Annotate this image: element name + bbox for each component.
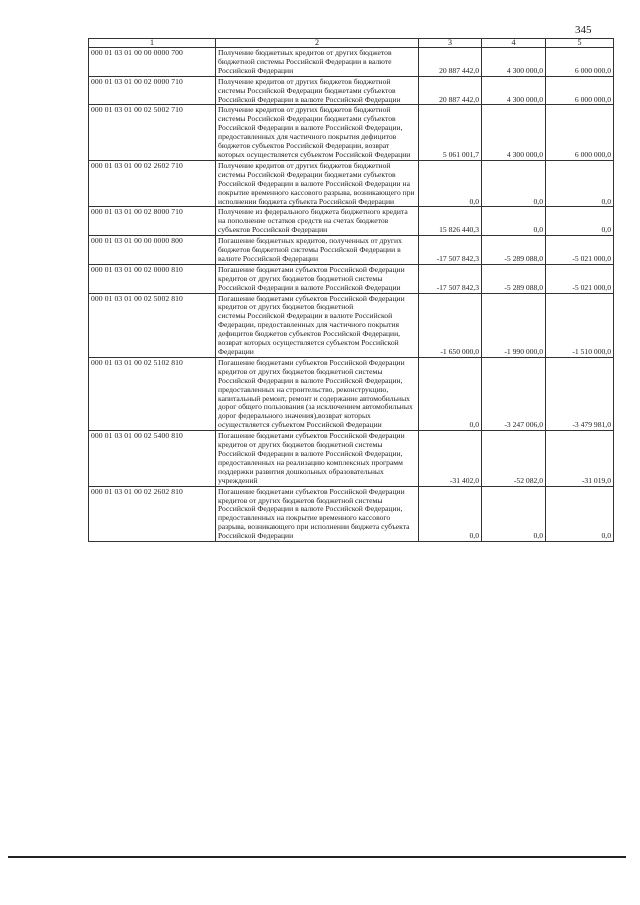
amount-year-1-cell: -17 507 842,3 [419, 264, 482, 293]
table-row [89, 105, 614, 160]
description-cell: Получение кредитов от других бюджетов бюджетной системы Российской Федерации бюджетами субъектов Российской Федерации в валюте Российской Федерации [216, 76, 419, 105]
description-cell: Погашение бюджетами субъектов Российской Федерации кредитов от других бюджетов бюджетной системы Российской Федерации в валюте Российской Федерации, предоставленных на строительство, реконструкцию, капитальный ремонт, ремонт и содержание автомобильных дорог общего пользования (за исключением автомобильных дорог федерального значения),возврат которых осуществляется субъектом Российской Федерации [216, 357, 419, 430]
description-cell: Погашение бюджетных кредитов, полученных от других бюджетов бюджетной системы Российской Федерации в валюте Российской Федерации [216, 236, 419, 265]
amount-year-2-cell: 0,0 [482, 207, 546, 236]
description-cell: Погашение бюджетами субъектов Российской Федерации кредитов от других бюджетов бюджетной системы Российской Федерации в валюте Российской Федерации, предоставленных на покрытие временного кассового разрыва, возникающего при исполнении бюджета субъекта Российской Федерации [216, 486, 419, 541]
amount-year-3-cell: -1 510 000,0 [546, 293, 614, 357]
table-row [89, 486, 614, 541]
amount-year-2-cell: 4 300 000,0 [482, 76, 546, 105]
amount-year-2-cell: 0,0 [482, 486, 546, 541]
amount-year-1-cell: 20 887 442,0 [419, 76, 482, 105]
table-row [89, 236, 614, 265]
code-cell: 000 01 03 01 00 02 5002 810 [89, 293, 216, 357]
description-cell: Погашение бюджетами субъектов Российской Федерации кредитов от других бюджетов бюджетной системы Российской Федерации в валюте Российской Федерации, предоставленных на реализацию комплексных программ поддержки развития дошкольных образовательных учреждений [216, 431, 419, 486]
code-cell: 000 01 03 01 00 02 8000 710 [89, 207, 216, 236]
table-row [89, 357, 614, 430]
amount-year-1-cell: 20 887 442,0 [419, 48, 482, 77]
amount-year-2-cell: 4 300 000,0 [482, 48, 546, 77]
amount-year-1-cell: -17 507 842,3 [419, 236, 482, 265]
description-cell: Получение кредитов от других бюджетов бюджетной системы Российской Федерации бюджетами субъектов Российской Федерации в валюте Российской Федерации на покрытие временного кассового разрыва, возникающего при исполнении бюджета субъекта Российской Федерации [216, 160, 419, 207]
description-cell: Получение из федерального бюджета бюджетного кредита на пополнение остатков средств на счетах бюджетов субъектов Российской Федерации [216, 207, 419, 236]
code-cell: 000 01 03 01 00 00 0000 700 [89, 48, 216, 77]
amount-year-1-cell: 0,0 [419, 357, 482, 430]
code-cell: 000 01 03 01 00 02 0000 810 [89, 264, 216, 293]
amount-year-2-cell: -5 289 088,0 [482, 264, 546, 293]
amount-year-2-cell: 4 300 000,0 [482, 105, 546, 160]
amount-year-3-cell: -3 479 981,0 [546, 357, 614, 430]
table-body [89, 48, 614, 542]
column-header-year-2: 4 [482, 39, 546, 48]
amount-year-1-cell: 0,0 [419, 486, 482, 541]
table-row [89, 160, 614, 207]
amount-year-1-cell: 5 061 001,7 [419, 105, 482, 160]
amount-year-2-cell: -3 247 006,0 [482, 357, 546, 430]
column-header-year-3: 5 [546, 39, 614, 48]
table-row [89, 207, 614, 236]
table-row [89, 431, 614, 486]
table-row [89, 76, 614, 105]
description-cell: Погашение бюджетами субъектов Российской Федерации кредитов от других бюджетов бюджетной системы Российской Федерации в валюте Российской Федерации [216, 264, 419, 293]
table-row [89, 293, 614, 357]
amount-year-1-cell: -31 402,0 [419, 431, 482, 486]
amount-year-2-cell: -5 289 088,0 [482, 236, 546, 265]
code-cell: 000 01 03 01 00 02 2602 710 [89, 160, 216, 207]
amount-year-3-cell: -5 021 000,0 [546, 236, 614, 265]
code-cell: 000 01 03 01 00 02 5400 810 [89, 431, 216, 486]
code-cell: 000 01 03 01 00 02 5002 710 [89, 105, 216, 160]
table-header-row [89, 39, 614, 48]
amount-year-2-cell: -52 082,0 [482, 431, 546, 486]
amount-year-3-cell: 6 000 000,0 [546, 105, 614, 160]
page-number: 345 [575, 24, 592, 36]
code-cell: 000 01 03 01 00 02 2602 810 [89, 486, 216, 541]
description-cell: Получение бюджетных кредитов от других бюджетов бюджетной системы Российской Федерации в валюте Российской Федерации [216, 48, 419, 77]
amount-year-2-cell: 0,0 [482, 160, 546, 207]
amount-year-3-cell: 0,0 [546, 207, 614, 236]
amount-year-1-cell: 0,0 [419, 160, 482, 207]
amount-year-3-cell: -5 021 000,0 [546, 264, 614, 293]
amount-year-1-cell: 15 826 440,3 [419, 207, 482, 236]
amount-year-3-cell: 0,0 [546, 160, 614, 207]
column-header-code: 1 [89, 39, 216, 48]
code-cell: 000 01 03 01 00 00 0000 800 [89, 236, 216, 265]
amount-year-3-cell: -31 019,0 [546, 431, 614, 486]
budget-sources-table [88, 38, 614, 542]
description-cell: Погашение бюджетами субъектов Российской Федерации кредитов от других бюджетов бюджетной системы Российской Федерации в валюте Российской Федерации, предоставленных для частичного покрытия дефицитов бюджетов субъектов Российской Федерации, возврат которых осуществляется субъектом Российской Федерации [216, 293, 419, 357]
description-cell: Получение кредитов от других бюджетов бюджетной системы Российской Федерации бюджетами субъектов Российской Федерации в валюте Российской Федерации, предоставленных для частичного покрытия дефицитов бюджетов субъектов Российской Федерации, возврат которых осуществляется субъектом Российской Федерации [216, 105, 419, 160]
column-header-year-1: 3 [419, 39, 482, 48]
table-row [89, 48, 614, 77]
code-cell: 000 01 03 01 00 02 5102 810 [89, 357, 216, 430]
amount-year-2-cell: -1 990 000,0 [482, 293, 546, 357]
column-header-description: 2 [216, 39, 419, 48]
amount-year-3-cell: 0,0 [546, 486, 614, 541]
amount-year-1-cell: -1 650 000,0 [419, 293, 482, 357]
amount-year-3-cell: 6 000 000,0 [546, 76, 614, 105]
table-row [89, 264, 614, 293]
bottom-rule [8, 856, 626, 858]
amount-year-3-cell: 6 000 000,0 [546, 48, 614, 77]
code-cell: 000 01 03 01 00 02 0000 710 [89, 76, 216, 105]
